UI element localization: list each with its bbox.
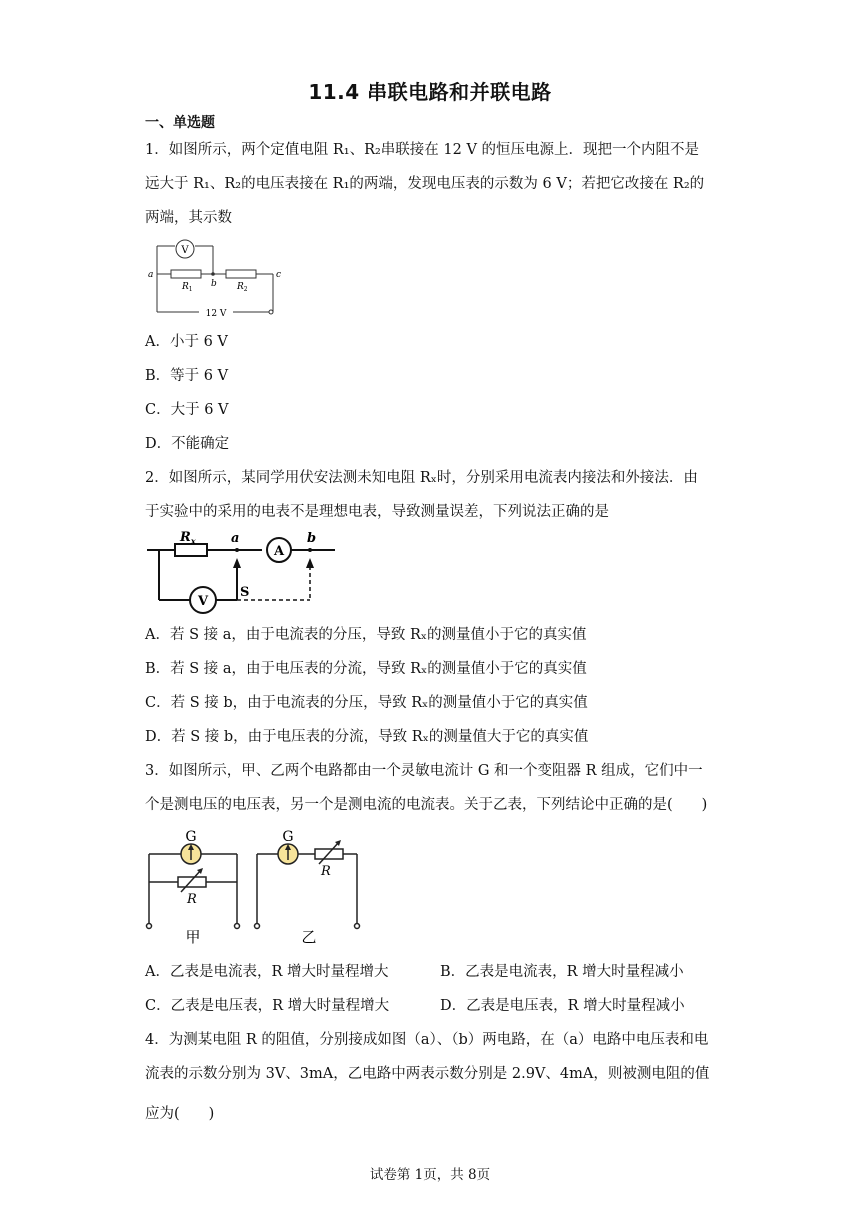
q4-line-1: 4．为测某电阻 R 的阻值，分别接成如图（a）、（b）两电路，在（a）电路中电压表和电 [145, 1032, 709, 1048]
q1-option-b: B．等于 6 V [145, 368, 229, 384]
q2-line-2: 于实验中的采用的电表不是理想电表，导致测量误差，下列说法正确的是 [145, 504, 609, 520]
node-a-label: a [231, 531, 240, 546]
galvanometer-label-yi: G [282, 829, 294, 845]
q2-circuit-diagram [145, 528, 340, 616]
rx-label: $R_x$ [180, 530, 196, 546]
galvanometer-label-jia: G [185, 829, 197, 845]
q3-option-d: D．乙表是电压表，R 增大时量程减小 [440, 998, 685, 1014]
source-voltage-label: 12 V [205, 309, 227, 319]
rheostat-label-jia: R [187, 892, 197, 907]
switch-label: S [240, 585, 250, 600]
q2-option-d: D．若 S 接 b，由于电压表的分流，导致 Rₓ的测量值大于它的真实值 [145, 729, 589, 745]
q1-circuit-diagram [145, 238, 285, 320]
q1-line-1: 1．如图所示，两个定值电阻 R₁、R₂串联接在 12 V 的恒压电源上．现把一个内阻不是 [145, 142, 700, 158]
q2-option-c: C．若 S 接 b，由于电流表的分压，导致 Rₓ的测量值小于它的真实值 [145, 695, 588, 711]
circuit-jia-label: 甲 [185, 928, 201, 946]
q3-line-2: 个是测电压的电压表，另一个是测电流的电流表。关于乙表，下列结论中正确的是( ) [145, 797, 708, 813]
r2-label: $R_2$ [237, 282, 248, 293]
q1-option-c: C．大于 6 V [145, 402, 229, 418]
node-b-label: b [307, 531, 317, 546]
node-b-label: b [211, 279, 217, 289]
q3-option-a: A．乙表是电流表，R 增大时量程增大 [145, 964, 389, 980]
page-title: 11.4 串联电路和并联电路 [308, 80, 552, 104]
section-heading: 一、单选题 [145, 115, 215, 131]
q3-line-1: 3．如图所示，甲、乙两个电路都由一个灵敏电流计 G 和一个变阻器 R 组成，它们中一 [145, 763, 703, 779]
q3-option-c: C．乙表是电压表，R 增大时量程增大 [145, 998, 390, 1014]
q3-circuit-diagrams [145, 826, 365, 948]
voltmeter-label: V [181, 245, 189, 256]
voltmeter-label: V [197, 594, 209, 609]
q1-line-3: 两端，其示数 [145, 210, 232, 226]
q1-option-a: A．小于 6 V [145, 334, 228, 350]
ammeter-label: A [273, 544, 285, 559]
q1-line-2: 远大于 R₁、R₂的电压表接在 R₁的两端，发现电压表的示数为 6 V；若把它改接在 R₂的 [145, 176, 705, 192]
q1-option-d: D．不能确定 [145, 436, 230, 452]
page-footer: 试卷第 1页，共 8页 [369, 1167, 491, 1183]
r1-label: $R_1$ [182, 282, 193, 293]
q2-option-a: A．若 S 接 a，由于电流表的分压，导致 Rₓ的测量值小于它的真实值 [145, 627, 587, 643]
node-c-label: c [276, 270, 282, 280]
q3-option-b: B．乙表是电流表，R 增大时量程减小 [440, 964, 684, 980]
circuit-yi-label: 乙 [301, 928, 317, 946]
q4-line-2: 流表的示数分别为 3V、3mA，乙电路中两表示数分别是 2.9V、4mA，则被测电阻的值 [145, 1066, 710, 1082]
node-a-label: a [148, 270, 154, 280]
q2-option-b: B．若 S 接 a，由于电压表的分流，导致 Rₓ的测量值小于它的真实值 [145, 661, 587, 677]
rheostat-label-yi: R [321, 864, 331, 879]
q2-line-1: 2．如图所示，某同学用伏安法测未知电阻 Rₓ时，分别采用电流表内接法和外接法．由 [145, 470, 698, 486]
q4-line-3: 应为( ) [145, 1106, 215, 1122]
